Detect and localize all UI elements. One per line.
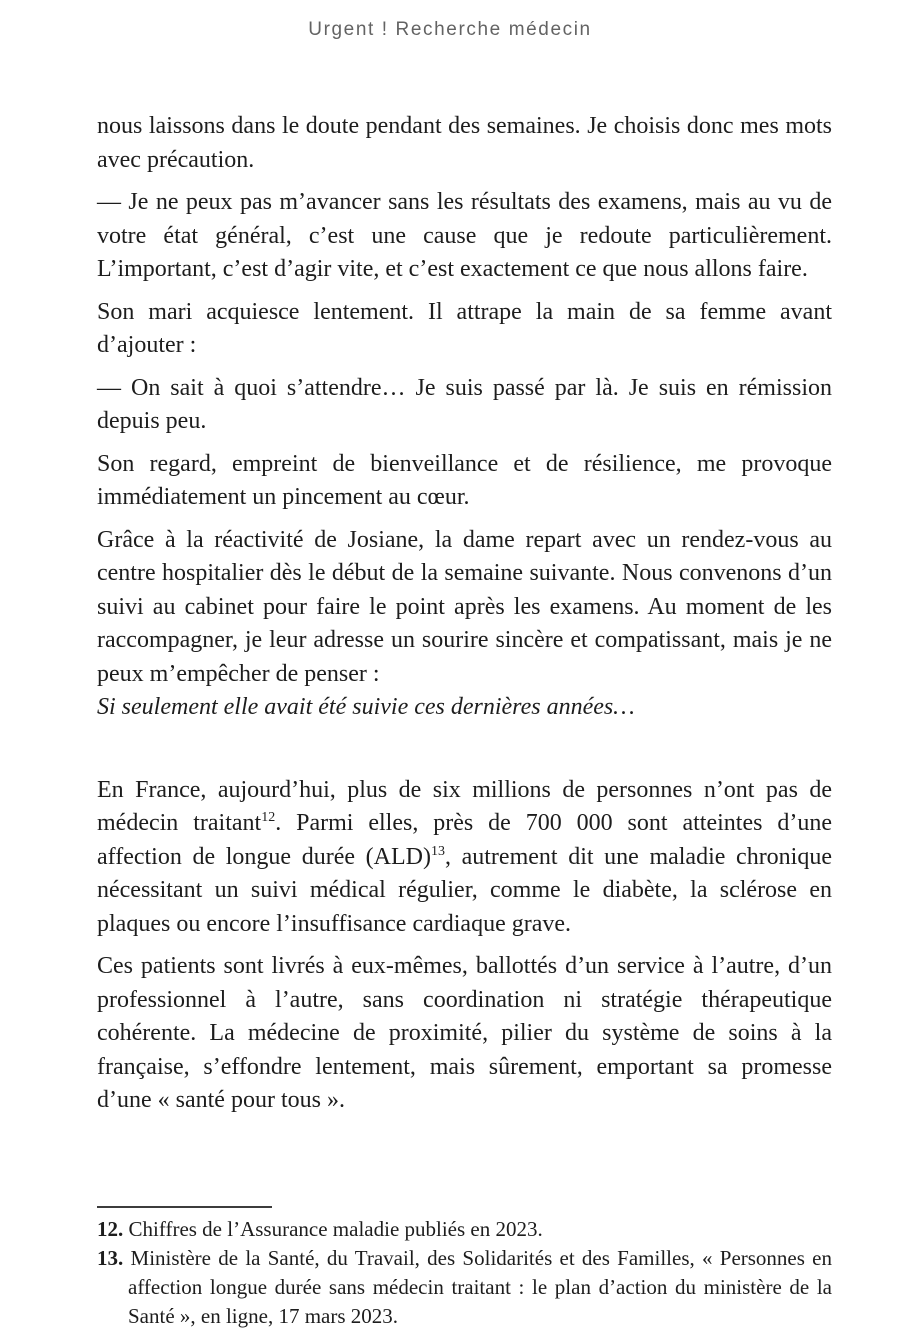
footnote-number-12[interactable]: 12. bbox=[97, 1217, 124, 1241]
paragraph-dialogue: — Je ne peux pas m’avancer sans les résultats des examens, mais au vu de votre état général, c’est une cause que je redoute particulièrement. L’important, c’est d’agir vite, et c’est exactement ce que nous allons faire. bbox=[97, 189, 832, 282]
footnote-text: Ministère de la Santé, du Travail, des Solidarités et des Familles, « Personnes en affection longue durée sans médecin traitant : le plan d’action du ministère de la Santé », en ligne, 17 mars 2023. bbox=[128, 1246, 833, 1328]
paragraph-text: En France, aujourd’hui, plus de six millions de personnes n’ont pas de médecin traitant bbox=[97, 776, 832, 836]
paragraph-text: , autrement dit une maladie chronique nécessitant un suivi médical régulier, comme le diabète, la sclérose en plaques ou encore l’insuffisance cardiaque grave. bbox=[97, 843, 833, 937]
italic-inner-thought: Si seulement elle avait été suivie ces dernières années… bbox=[97, 694, 635, 720]
paragraph-text: . Parmi elles, près de 700 000 sont atteintes d’une affection de longue durée (ALD) bbox=[97, 810, 832, 870]
chapter-title: Urgent ! Recherche médecin bbox=[308, 19, 592, 40]
footnote-ref-12[interactable]: 12 bbox=[261, 810, 276, 825]
paragraph-text: Grâce à la réactivité de Josiane, la dame repart avec un rendez-vous au centre hospitalier dès le début de la semaine suivante. Nous convenons d’un suivi au cabinet pour faire le point après les examens. Au moment de les raccompagner, je leur adresse un sourire sincère et compatissant, mais je ne peux m’empêcher de penser : bbox=[97, 526, 832, 687]
paragraph: Son mari acquiesce lentement. Il attrape la main de sa femme avant d’ajouter : bbox=[97, 298, 832, 358]
footnote-13 bbox=[97, 1244, 832, 1331]
page-text bbox=[97, 110, 832, 1127]
paragraph-section-start bbox=[97, 774, 832, 942]
footnotes bbox=[97, 1206, 832, 1331]
footnote-number-13[interactable]: 13. bbox=[97, 1246, 124, 1270]
paragraph-dialogue: — On sait à quoi s’attendre… Je suis passé par là. Je suis en rémission depuis peu. bbox=[97, 374, 832, 434]
footnote-separator bbox=[97, 1206, 272, 1208]
paragraph: Son regard, empreint de bienveillance et de résilience, me provoque immédiatement un pincement au cœur. bbox=[97, 450, 832, 510]
paragraph bbox=[97, 524, 832, 725]
footnote-12 bbox=[97, 1215, 832, 1244]
footnote-ref-13[interactable]: 13 bbox=[430, 843, 445, 859]
paragraph: Ces patients sont livrés à eux-mêmes, ballottés d’un service à l’autre, d’un professionnel à l’autre, sans coordination ni stratégie thérapeutique cohérente. La médecine de proximité, pilier du système de soins à la française, s’effondre lentement, mais sûrement, emportant sa promesse d’une « santé pour tous ». bbox=[97, 953, 832, 1113]
footnote-text: Chiffres de l’Assurance maladie publiés en 2023. bbox=[128, 1217, 543, 1241]
running-header bbox=[0, 19, 900, 41]
paragraph: nous laissons dans le doute pendant des semaines. Je choisis donc mes mots avec précaution. bbox=[97, 113, 832, 173]
